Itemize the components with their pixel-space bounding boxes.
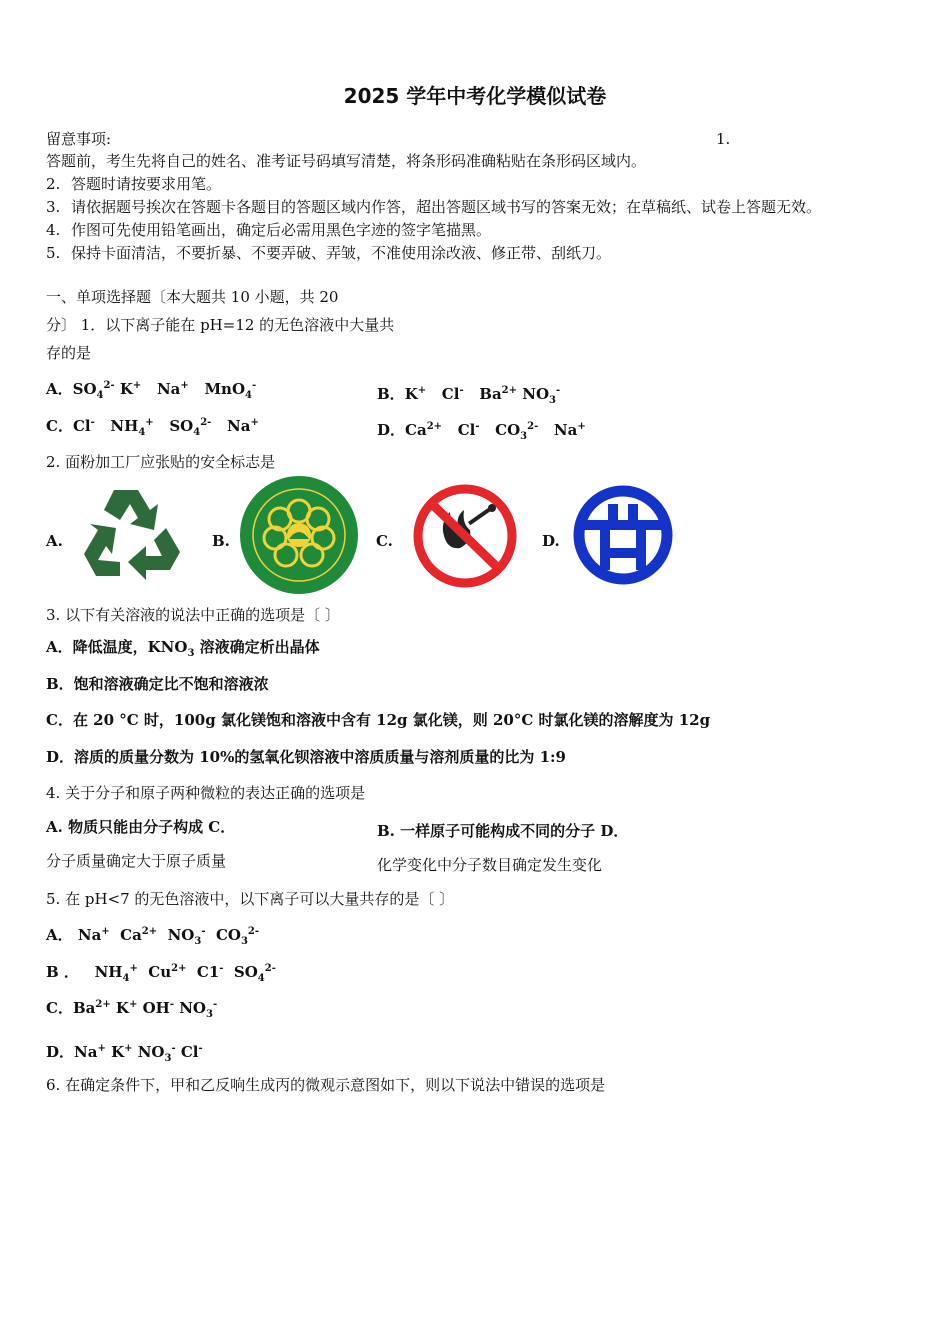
q2-option-b-label: B. <box>212 532 230 550</box>
q2-stem: 2. 面粉加工厂应张贴的安全标志是 <box>46 453 276 471</box>
q3-option-c: C．在 20 °C 时，100g 氯化镁饱和溶液中含有 12g 氯化镁，则 20°C 时氯化镁的溶解度为 12g <box>46 711 711 729</box>
q4-stem: 4. 关于分子和原子两种微粒的表达正确的选项是 <box>46 784 366 802</box>
q2-option-d-label: D. <box>542 532 560 550</box>
q5-option-b: B ． $NH_4^+$ $Cu^{2+}$ C1- $SO_4^{2-}$ <box>46 963 276 984</box>
recycle-icon <box>76 484 186 588</box>
q3-option-b: B．饱和溶液确定比不饱和溶液浓 <box>46 675 269 693</box>
q5-stem: 5. 在 pH<7 的无色溶液中，以下离子可以大量共存的是〔 〕 <box>46 890 455 908</box>
section-heading-line-1: 一、单项选择题〔本大题共 10 小题，共 20 <box>46 288 339 306</box>
q1-option-a: A．$SO_4^{2-}$ K+ Na+ MnO$_4$- <box>46 380 257 401</box>
q6-stem: 6. 在确定条件下，甲和乙反响生成丙的微观示意图如下，则以下说法中错误的选项是 <box>46 1076 606 1094</box>
q4-option-b: B. 一样原子可能构成不同的分子 D． <box>377 822 629 840</box>
q1-option-d: D．$Ca^{2+}$ Cl- $CO_3^{2-}$ Na+ <box>377 421 586 442</box>
q2-option-a-label: A. <box>46 532 63 550</box>
page-title: 2025 学年中考化学模似试卷 <box>343 84 607 108</box>
notice-line-4: 作图可先使用铅笔画出，确定后必需用黑色字迹的签字笔描黑。 <box>71 221 492 239</box>
water-saving-icon <box>572 484 674 586</box>
notice-line-1: 答题前，考生先将自己的姓名、准考证号码填写清楚，将条形码准确粘贴在条形码区域内。 <box>46 152 647 170</box>
notice-number-5: 5. <box>46 244 61 262</box>
q2-option-c-label: C. <box>376 532 393 550</box>
section-heading-line-3: 存的是 <box>46 344 92 362</box>
notice-number-3: 3. <box>46 198 61 216</box>
notice-line-3: 请依据题号挨次在答题卡各题目的答题区域内作答，超出答题区域书写的答案无效；在草稿纸、试卷上答题无效。 <box>71 198 822 216</box>
q5-option-d: D．Na+ K+ $NO_3^-$ Cl- <box>46 1043 203 1064</box>
q4-option-d: 化学变化中分子数目确定发生变化 <box>377 856 603 874</box>
q3-option-d: D．溶质的质量分数为 10%的氢氧化钡溶液中溶质质量与溶剂质量的比为 1:9 <box>46 748 566 766</box>
q4-option-a: A. 物质只能由分子构成 C． <box>46 818 236 836</box>
notice-number-2: 2. <box>46 175 61 193</box>
q3-option-a: A．降低温度，$KNO_3$ 溶液确定析出晶体 <box>46 638 320 659</box>
q3-stem: 3. 以下有关溶液的说法中正确的选项是〔 〕 <box>46 606 340 624</box>
q5-option-c: C．$Ba^{2+}$ K+ OH- $NO_3^-$ <box>46 999 218 1020</box>
q4-option-c: 分子质量确定大于原子质量 <box>46 852 227 870</box>
notice-line-2: 答题时请按要求用笔。 <box>71 175 222 193</box>
q1-option-c: C．Cl- $NH_4^+$ $SO_4^{2-}$ Na+ <box>46 417 259 438</box>
notice-heading: 留意事项: <box>46 130 112 148</box>
notice-line-5: 保持卡面清洁，不要折暴、不要弄破、弄皱，不准使用涂改液、修正带、刮纸刀。 <box>71 244 612 262</box>
q1-option-b: B．K+ Cl- $Ba^{2+}$ $NO_3^-$ <box>377 385 561 406</box>
environmental-label-icon <box>238 475 360 595</box>
notice-number-4: 4. <box>46 221 61 239</box>
section-heading-line-2: 分〕 1．以下离子能在 pH=12 的无色溶液中大量共 <box>46 316 395 334</box>
q5-option-a: A． Na+ $Ca^{2+}$ $NO_3^-$ $CO_3^{2-}$ <box>46 926 260 947</box>
notice-number-1: 1. <box>716 130 731 148</box>
no-fire-icon <box>410 482 520 590</box>
